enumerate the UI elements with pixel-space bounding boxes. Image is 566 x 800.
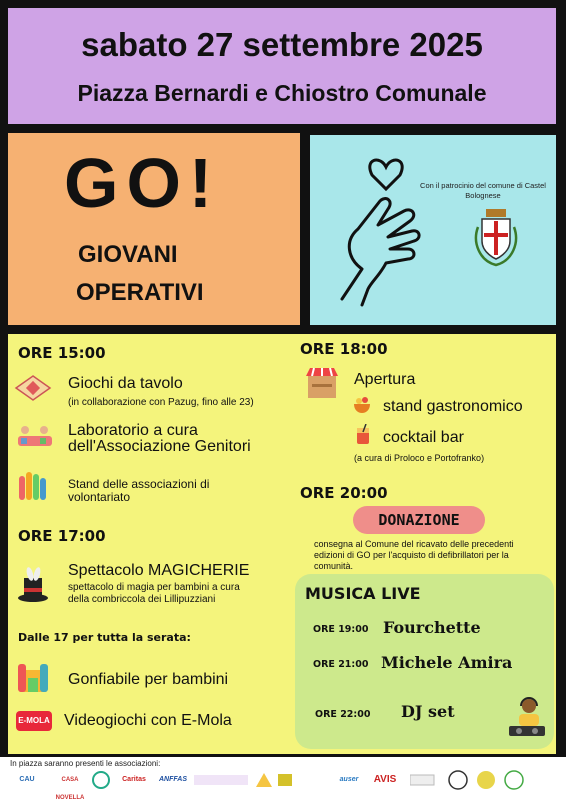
- association-logos-icon: [194, 771, 294, 789]
- logo-casa-novella: CASA NOVELLA: [55, 777, 85, 800]
- magic-hat-icon: [16, 564, 50, 604]
- go-title-panel: [8, 133, 300, 325]
- raised-hands-icon: [16, 470, 52, 502]
- bouncy-castle-icon: [16, 660, 50, 694]
- footer-sponsors: [0, 757, 566, 800]
- cocktail-icon: [354, 424, 372, 446]
- food-icon: [352, 394, 372, 414]
- donation-note-3: comunità.: [314, 561, 354, 571]
- opening-label: Apertura: [354, 371, 416, 388]
- time-20: ORE 20:00: [300, 484, 388, 502]
- evening-heading: Dalle 17 per tutta la serata:: [18, 631, 191, 644]
- time-15: ORE 15:00: [18, 344, 106, 362]
- videogames-label: Videogiochi con E-Mola: [64, 712, 232, 729]
- lab-label-2: dell'Associazione Genitori: [68, 438, 251, 455]
- patronage-panel: [310, 135, 556, 325]
- donation-note-1: consegna al Comune del ricavato delle precedenti: [314, 539, 514, 549]
- bar-label: cocktail bar: [383, 429, 464, 446]
- board-game-icon: [14, 374, 52, 402]
- logo-caritas: Caritas: [122, 776, 146, 783]
- act-time: ORE 19:00: [313, 624, 369, 635]
- association-logos-right-icon: [410, 769, 560, 791]
- logo-cau: CAU: [19, 776, 35, 783]
- act-time: ORE 22:00: [315, 709, 371, 720]
- stands-label-1: Stand delle associazioni di: [68, 477, 210, 491]
- bar-note: (a cura di Proloco e Portofranko): [354, 453, 485, 463]
- event-date: sabato 27 settembre 2025: [81, 26, 483, 63]
- market-stall-icon: [304, 366, 340, 400]
- music-live-box: [295, 574, 554, 749]
- show-note-1: spettacolo di magia per bambini a cura: [68, 582, 240, 593]
- stands-label-2: volontariato: [68, 490, 131, 504]
- hand-heart-icon: [328, 149, 424, 309]
- header-banner: [8, 8, 556, 124]
- act-time: ORE 21:00: [313, 659, 369, 670]
- logo-avis: AVIS: [373, 774, 397, 785]
- act-name: DJ set: [401, 702, 455, 721]
- footer-text: In piazza saranno presenti le associazioni:: [10, 759, 161, 768]
- subtitle-giovani: GIOVANI: [78, 241, 178, 268]
- emola-logo: E-MOLA: [16, 711, 52, 731]
- time-18: ORE 18:00: [300, 340, 388, 358]
- event-location: Piazza Bernardi e Chiostro Comunale: [77, 80, 487, 106]
- food-label: stand gastronomico: [383, 398, 523, 415]
- children-workshop-icon: [16, 424, 54, 450]
- bouncy-label: Gonfiabile per bambini: [68, 671, 229, 688]
- logo-anffas: ANFFAS: [159, 776, 187, 783]
- donation-note-2: edizioni di GO per l'acquisto di defibrillatori per la: [314, 550, 509, 560]
- subtitle-operativi: OPERATIVI: [76, 279, 204, 306]
- show-label: Spettacolo MAGICHERIE: [68, 562, 250, 579]
- association-logo-icon: [92, 771, 110, 789]
- town-crest-icon: [472, 207, 520, 269]
- time-17: ORE 17:00: [18, 527, 106, 545]
- games-label: Giochi da tavolo: [68, 375, 183, 392]
- patronage-text: Con il patrocinio del comune di Castel Bolognese: [420, 181, 546, 200]
- act-name: Fourchette: [383, 618, 481, 637]
- dj-icon: [507, 696, 547, 738]
- program-panel: [8, 334, 556, 754]
- logo-auser: auser: [339, 776, 359, 783]
- act-name: Michele Amira: [381, 653, 513, 672]
- go-logo-text: GO!: [64, 144, 221, 222]
- donation-badge: DONAZIONE: [353, 506, 485, 534]
- games-note: (in collaborazione con Pazug, fino alle 23): [68, 397, 254, 408]
- show-note-2: della combriccola dei Lillipuzziani: [68, 594, 216, 605]
- lab-label-1: Laboratorio a cura: [68, 422, 198, 439]
- music-title: MUSICA LIVE: [305, 584, 421, 603]
